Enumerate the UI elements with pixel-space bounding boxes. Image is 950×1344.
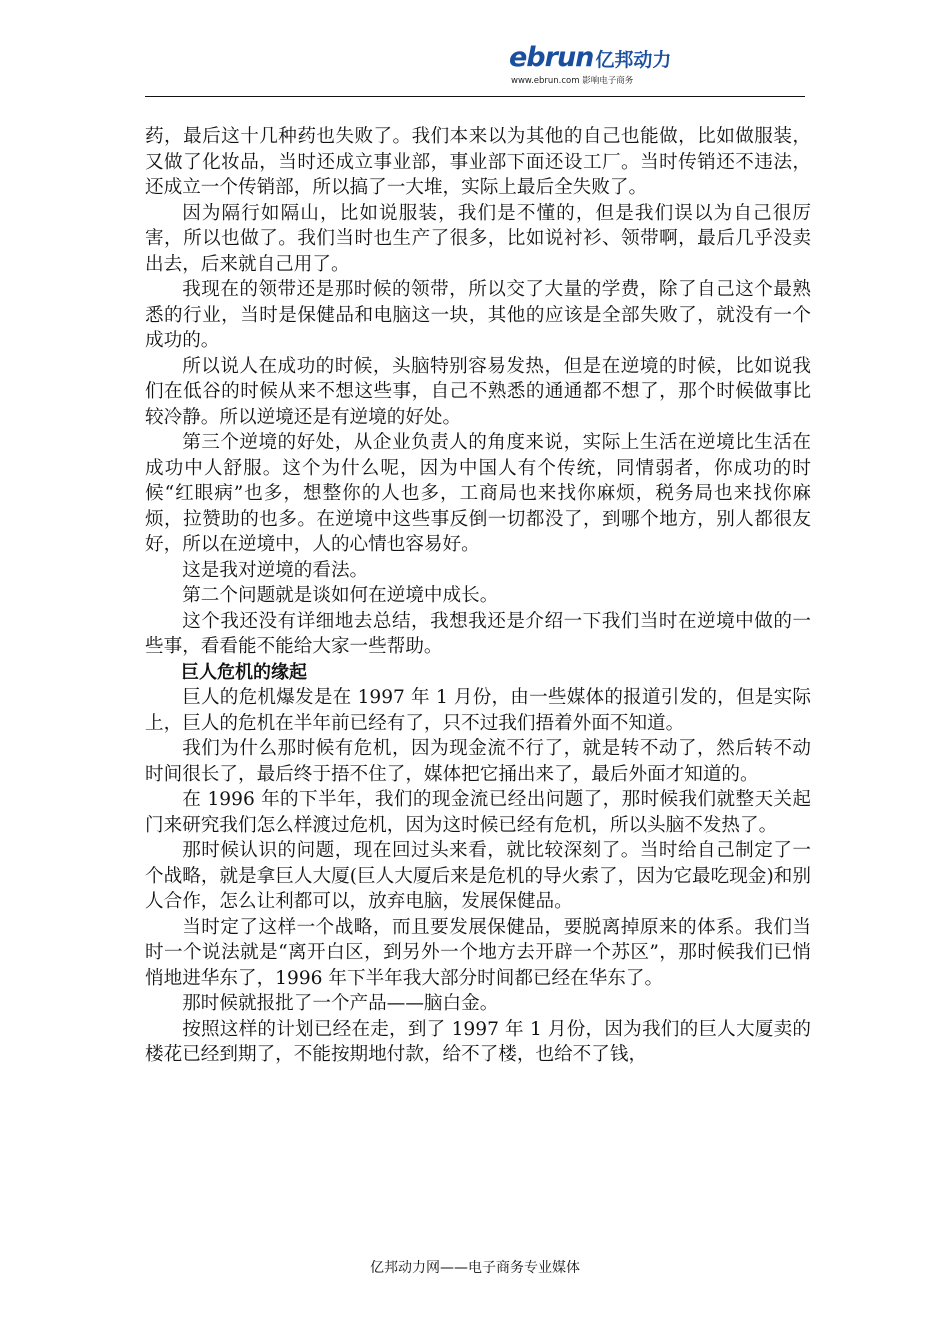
logo-cn: 亿邦动力: [595, 49, 672, 71]
paragraph: 那时候认识的问题，现在回过头来看，就比较深刻了。当时给自己制定了一个战略，就是拿巨人大厦(巨人大厦后来是危机的导火索了，因为它最吃现金)和别人合作，怎么让利都可以，放弃电脑，发展保健品。: [145, 840, 811, 912]
paragraph: 第三个逆境的好处，从企业负责人的角度来说，实际上生活在逆境比生活在成功中人舒服。这个为什么呢，因为中国人有个传统，同情弱者，你成功的时候“红眼病”也多，想整你的人也多，工商局也来找你麻烦，税务局也来找你麻烦，拉赞助的也多。在逆境中这些事反倒一切都没了，到哪个地方，别人都很友好，所以在逆境中，人的心情也容易好。: [145, 432, 811, 555]
paragraph: 我们为什么那时候有危机，因为现金流不行了，就是转不动了，然后转不动时间很长了，最后终于捂不住了，媒体把它捅出来了，最后外面才知道的。: [145, 738, 811, 785]
paragraph: 按照这样的计划已经在走，到了 1997 年 1 月份，因为我们的巨人大厦卖的楼花已经到期了，不能按期地付款，给不了楼，也给不了钱，: [145, 1018, 811, 1065]
section-heading: 巨人危机的缘起: [181, 661, 307, 683]
logo-wordmark: [509, 42, 671, 73]
page-header: [145, 40, 805, 98]
document-body: [145, 124, 811, 1068]
page-footer: 亿邦动力网——电子商务专业媒体: [370, 1260, 580, 1276]
paragraph: 我现在的领带还是那时候的领带，所以交了大量的学费，除了自己这个最熟悉的行业，当时是保健品和电脑这一块，其他的应该是全部失败了，就没有一个成功的。: [145, 279, 811, 351]
paragraph: 药，最后这十几种药也失败了。我们本来以为其他的自己也能做，比如做服装，又做了化妆品，当时还成立事业部，事业部下面还设工厂。当时传销还不违法，还成立一个传销部，所以搞了一大堆，实际上最后全失败了。: [145, 126, 811, 198]
paragraph: 在 1996 年的下半年，我们的现金流已经出问题了，那时候我们就整天关起门来研究我们怎么样渡过危机，因为这时候已经有危机，所以头脑不发热了。: [145, 789, 811, 836]
paragraph: 第二个问题就是谈如何在逆境中成长。: [182, 585, 499, 606]
paragraph: 那时候就报批了一个产品——脑白金。: [182, 993, 499, 1014]
paragraph: 所以说人在成功的时候，头脑特别容易发热，但是在逆境的时候，比如说我们在低谷的时候从来不想这些事，自己不熟悉的通通都不想了，那个时候做事比较冷静。所以逆境还是有逆境的好处。: [145, 355, 811, 428]
paragraph: 当时定了这样一个战略，而且要发展保健品，要脱离掉原来的体系。我们当时一个说法就是“离开白区，到另外一个地方去开辟一个苏区”，那时候我们已悄悄地进华东了，1996 年下半年我大部分时间都已经在华东了。: [145, 916, 811, 989]
logo-en-eb: eb: [509, 42, 545, 73]
paragraph: 巨人的危机爆发是在 1997 年 1 月份，由一些媒体的报道引发的，但是实际上，巨人的危机在半年前已经有了，只不过我们捂着外面不知道。: [145, 687, 811, 734]
ebrun-logo: [509, 40, 809, 90]
logo-en-run: run: [544, 42, 594, 73]
logo-subtitle: www.ebrun.com 影响电子商务: [511, 76, 634, 86]
paragraph: 因为隔行如隔山，比如说服装，我们是不懂的，但是我们误以为自己很厉害，所以也做了。我们当时也生产了很多，比如说衬衫、领带啊，最后几乎没卖出去，后来就自己用了。: [145, 202, 811, 275]
paragraph: 这个我还没有详细地去总结，我想我还是介绍一下我们当时在逆境中做的一些事，看看能不能给大家一些帮助。: [145, 610, 811, 657]
header-divider: [145, 96, 805, 97]
paragraph: 这是我对逆境的看法。: [182, 559, 369, 581]
